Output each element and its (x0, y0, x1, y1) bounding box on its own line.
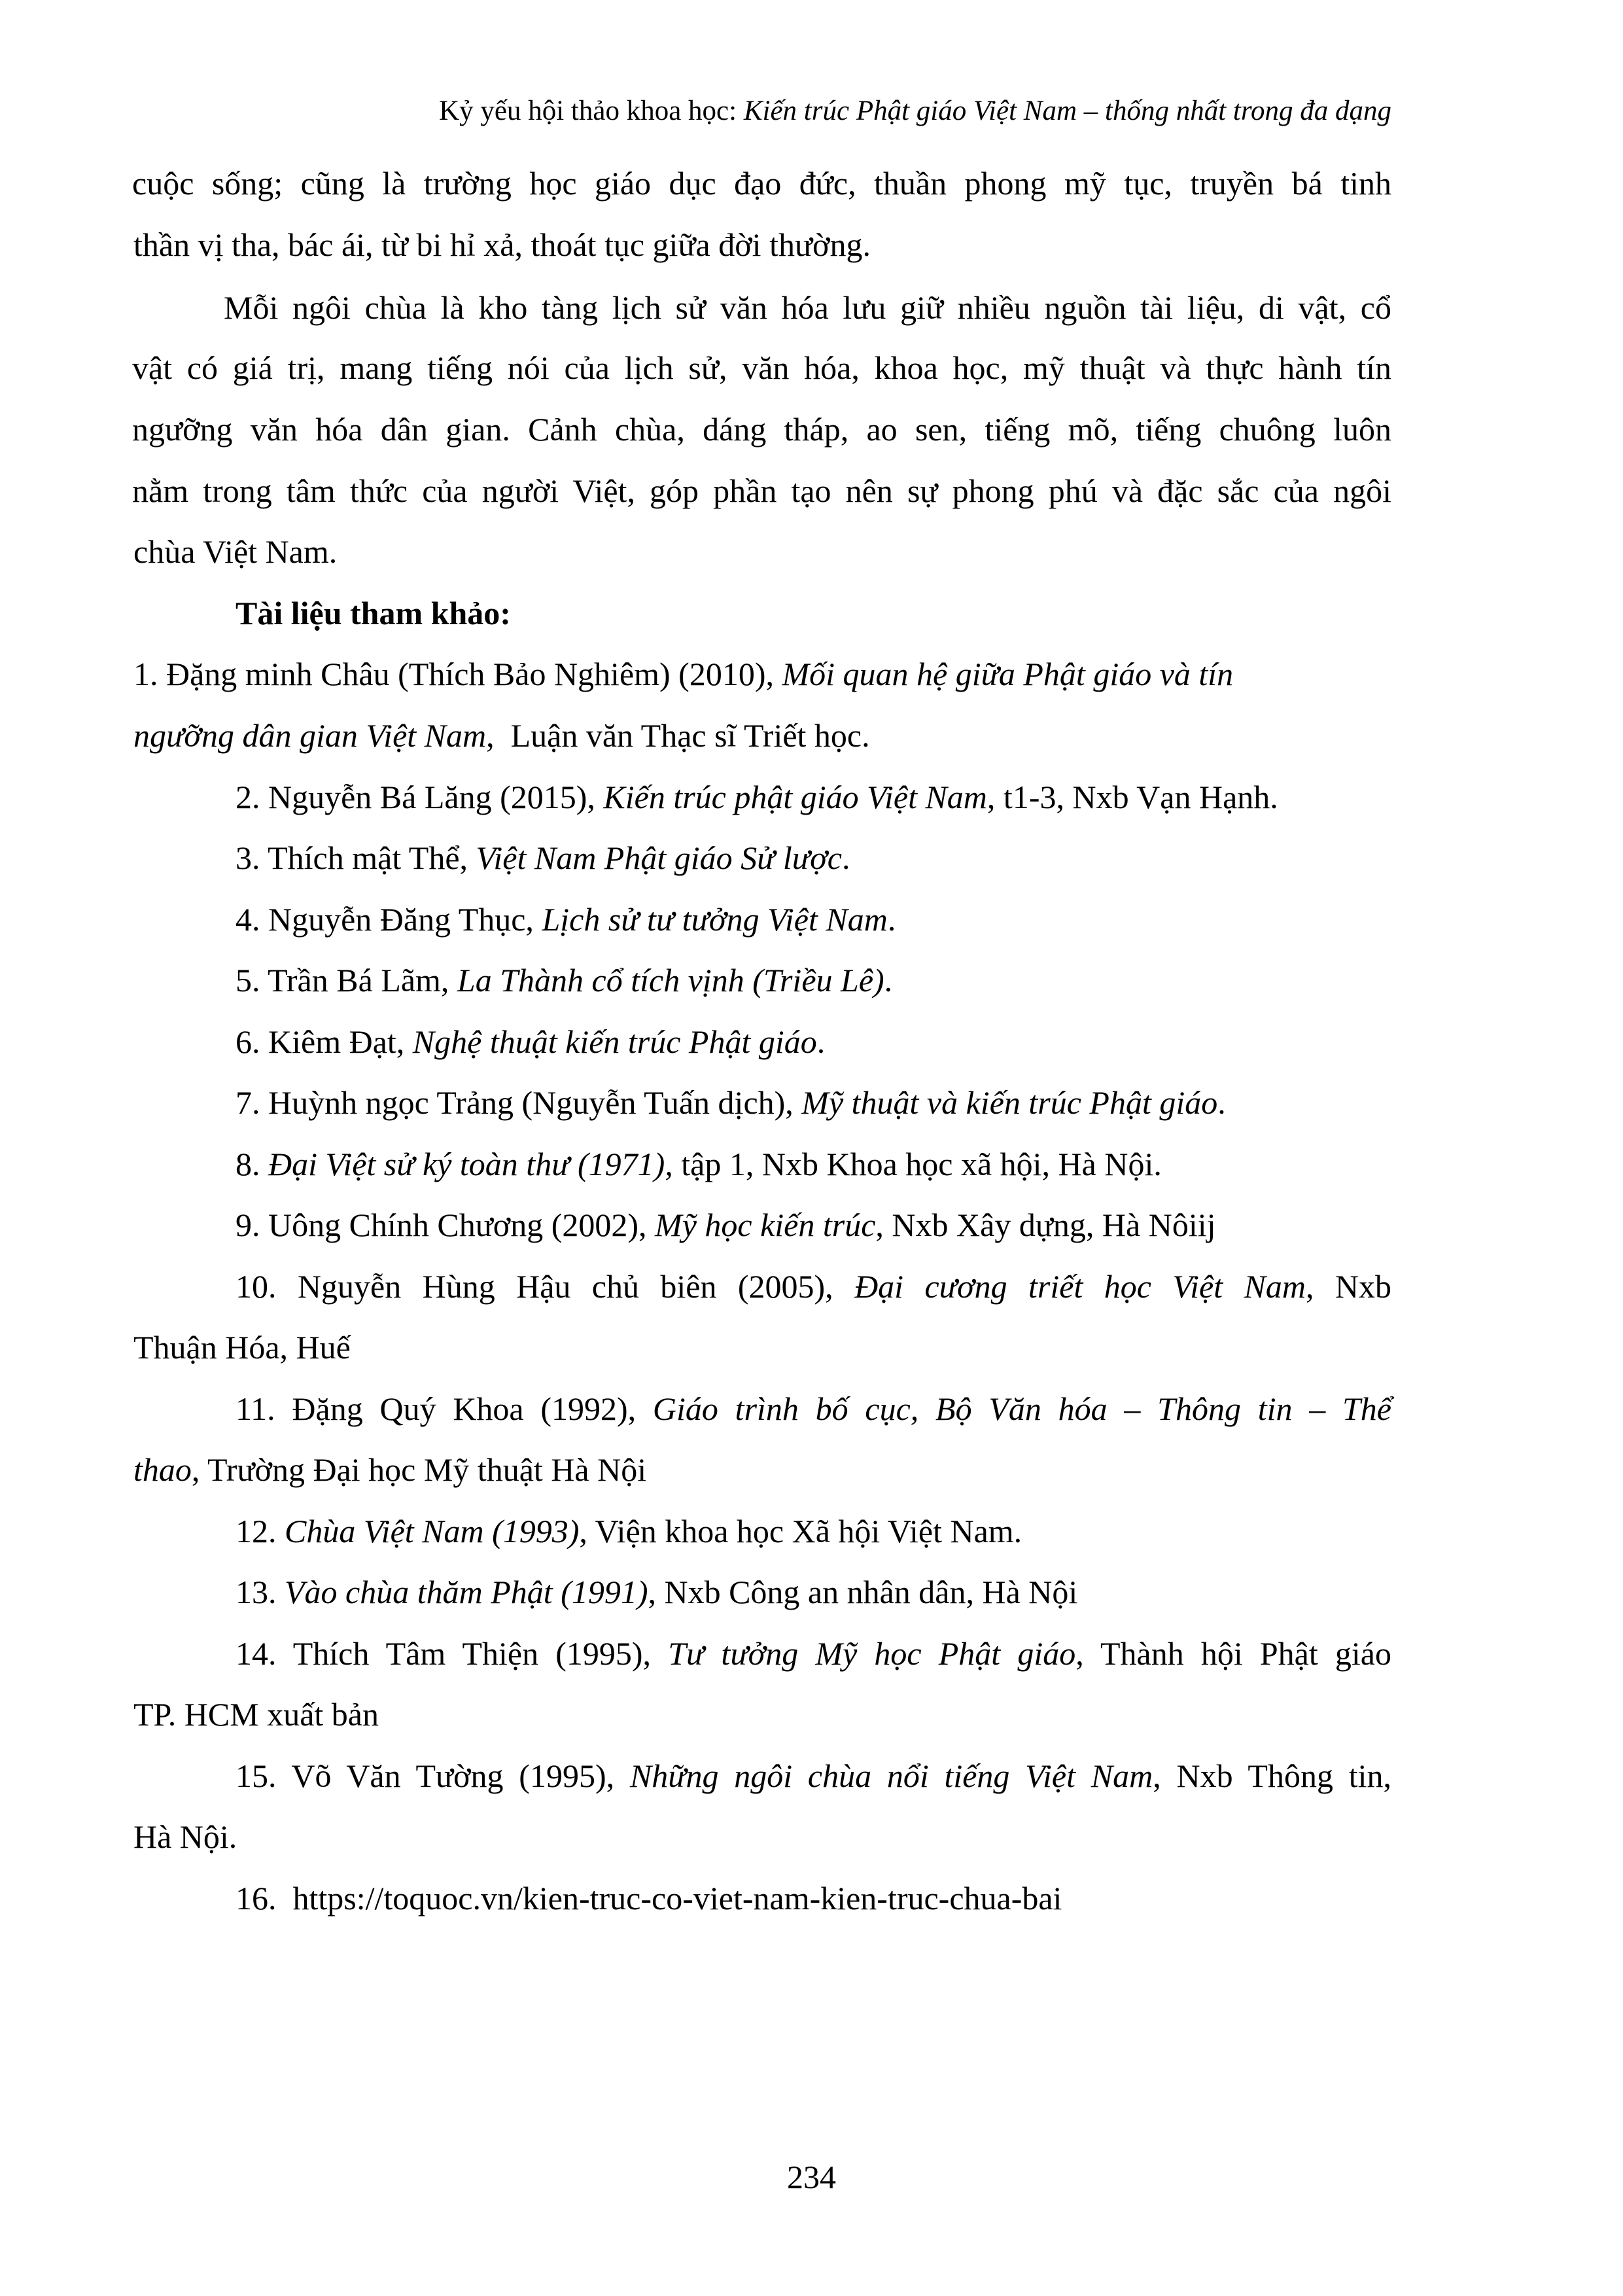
reference-item-14-cont: TP. HCM xuất bản (133, 1696, 379, 1733)
body-line: nằm trong tâm thức của người Việt, góp phần tạo nên sự phong phú và đặc sắc của ngôi (132, 472, 1391, 509)
reference-item-10: 10. Nguyễn Hùng Hậu chủ biên (2005), Đại cương triết học Việt Nam, Nxb (236, 1268, 1392, 1305)
body-line: vật có giá trị, mang tiếng nói của lịch sử, văn hóa, khoa học, mỹ thuật và thực hành tín (132, 349, 1391, 386)
reference-title: Kiến trúc phật giáo Việt Nam (603, 779, 987, 815)
reference-title: thao (133, 1451, 192, 1488)
reference-item-14: 14. Thích Tâm Thiện (1995), Tư tưởng Mỹ học Phật giáo, Thành hội Phật giáo (236, 1635, 1391, 1672)
reference-item-4: 4. Nguyễn Đăng Thục, Lịch sử tư tưởng Việt Nam. (236, 901, 896, 938)
reference-item-10-cont: Thuận Hóa, Huế (133, 1329, 351, 1366)
reference-item-11: 11. Đặng Quý Khoa (1992), Giáo trình bố cục, Bộ Văn hóa – Thông tin – Thể (236, 1390, 1391, 1427)
reference-item-5: 5. Trần Bá Lãm, La Thành cổ tích vịnh (Triều Lê). (236, 962, 893, 998)
reference-title: Chùa Việt Nam (1993) (285, 1513, 580, 1549)
reference-title: Tư tưởng Mỹ học Phật giáo (668, 1635, 1076, 1672)
reference-item-6: 6. Kiêm Đạt, Nghệ thuật kiến trúc Phật giáo. (236, 1023, 826, 1060)
reference-item-3: 3. Thích mật Thể, Việt Nam Phật giáo Sử lược. (236, 839, 850, 876)
reference-title: Mỹ học kiến trúc (655, 1207, 876, 1243)
reference-item-15-cont: Hà Nội. (133, 1818, 237, 1855)
reference-item-11-cont: thao, Trường Đại học Mỹ thuật Hà Nội (133, 1451, 647, 1488)
reference-item-2: 2. Nguyễn Bá Lăng (2015), Kiến trúc phật giáo Việt Nam, t1-3, Nxb Vạn Hạnh. (236, 779, 1278, 815)
references-heading: Tài liệu tham khảo: (236, 595, 511, 631)
reference-title: Mỹ thuật và kiến trúc Phật giáo (801, 1084, 1218, 1121)
reference-title: La Thành cổ tích vịnh (Triều Lê) (457, 962, 884, 998)
reference-title: ngưỡng dân gian Việt Nam (133, 717, 487, 754)
reference-title: Đại Việt sử ký toàn thư (1971), (268, 1146, 673, 1182)
reference-item-1-cont: ngưỡng dân gian Việt Nam, Luận văn Thạc sĩ Triết học. (133, 717, 870, 754)
reference-item-8: 8. Đại Việt sử ký toàn thư (1971), tập 1, Nxb Khoa học xã hội, Hà Nội. (236, 1146, 1162, 1182)
reference-item-13: 13. Vào chùa thăm Phật (1991), Nxb Công an nhân dân, Hà Nội (236, 1574, 1078, 1610)
reference-item-15: 15. Võ Văn Tường (1995), Những ngôi chùa nổi tiếng Việt Nam, Nxb Thông tin, (236, 1757, 1391, 1794)
header-title: Kiến trúc Phật giáo Việt Nam – thống nhất trong đa dạng (743, 96, 1391, 126)
reference-title: Nghệ thuật kiến trúc Phật giáo (412, 1023, 817, 1060)
reference-item-9: 9. Uông Chính Chương (2002), Mỹ học kiến trúc, Nxb Xây dựng, Hà Nôiij (236, 1207, 1216, 1243)
reference-item-12: 12. Chùa Việt Nam (1993), Viện khoa học Xã hội Việt Nam. (236, 1513, 1022, 1549)
reference-title: Việt Nam Phật giáo Sử lược (476, 839, 842, 876)
reference-item-16: 16. https://toquoc.vn/kien-truc-co-viet-nam-kien-truc-chua-bai (236, 1880, 1062, 1916)
reference-title: Vào chùa thăm Phật (1991) (285, 1574, 648, 1610)
reference-title: Lịch sử tư tưởng Việt Nam (542, 901, 888, 938)
body-line: Mỗi ngôi chùa là kho tàng lịch sử văn hóa lưu giữ nhiều nguồn tài liệu, di vật, cổ (224, 289, 1391, 326)
running-header (393, 92, 1391, 131)
page-number: 234 (787, 2159, 836, 2195)
header-prefix: Kỷ yếu hội thảo khoa học: (439, 96, 744, 126)
body-line: chùa Việt Nam. (133, 533, 338, 570)
reference-title: Những ngôi chùa nổi tiếng Việt Nam (629, 1757, 1153, 1794)
reference-link[interactable]: https://toquoc.vn/kien-truc-co-viet-nam-kien-truc-chua-bai (292, 1880, 1062, 1916)
reference-item-1: 1. Đặng minh Châu (Thích Bảo Nghiêm) (2010), Mối quan hệ giữa Phật giáo và tín (133, 656, 1234, 692)
body-line: cuộc sống; cũng là trường học giáo dục đạo đức, thuần phong mỹ tục, truyền bá tinh (132, 165, 1391, 202)
reference-title: Đại cương triết học Việt Nam (854, 1268, 1306, 1305)
body-line: ngưỡng văn hóa dân gian. Cảnh chùa, dáng tháp, ao sen, tiếng mõ, tiếng chuông luôn (132, 411, 1391, 448)
body-line: thần vị tha, bác ái, từ bi hỉ xả, thoát tục giữa đời thường. (133, 226, 871, 263)
reference-item-7: 7. Huỳnh ngọc Trảng (Nguyễn Tuấn dịch), Mỹ thuật và kiến trúc Phật giáo. (236, 1084, 1226, 1121)
reference-title: Mối quan hệ giữa Phật giáo và tín (782, 656, 1234, 692)
reference-title: Giáo trình bố cục, Bộ Văn hóa – Thông tin – Thể (652, 1390, 1391, 1427)
